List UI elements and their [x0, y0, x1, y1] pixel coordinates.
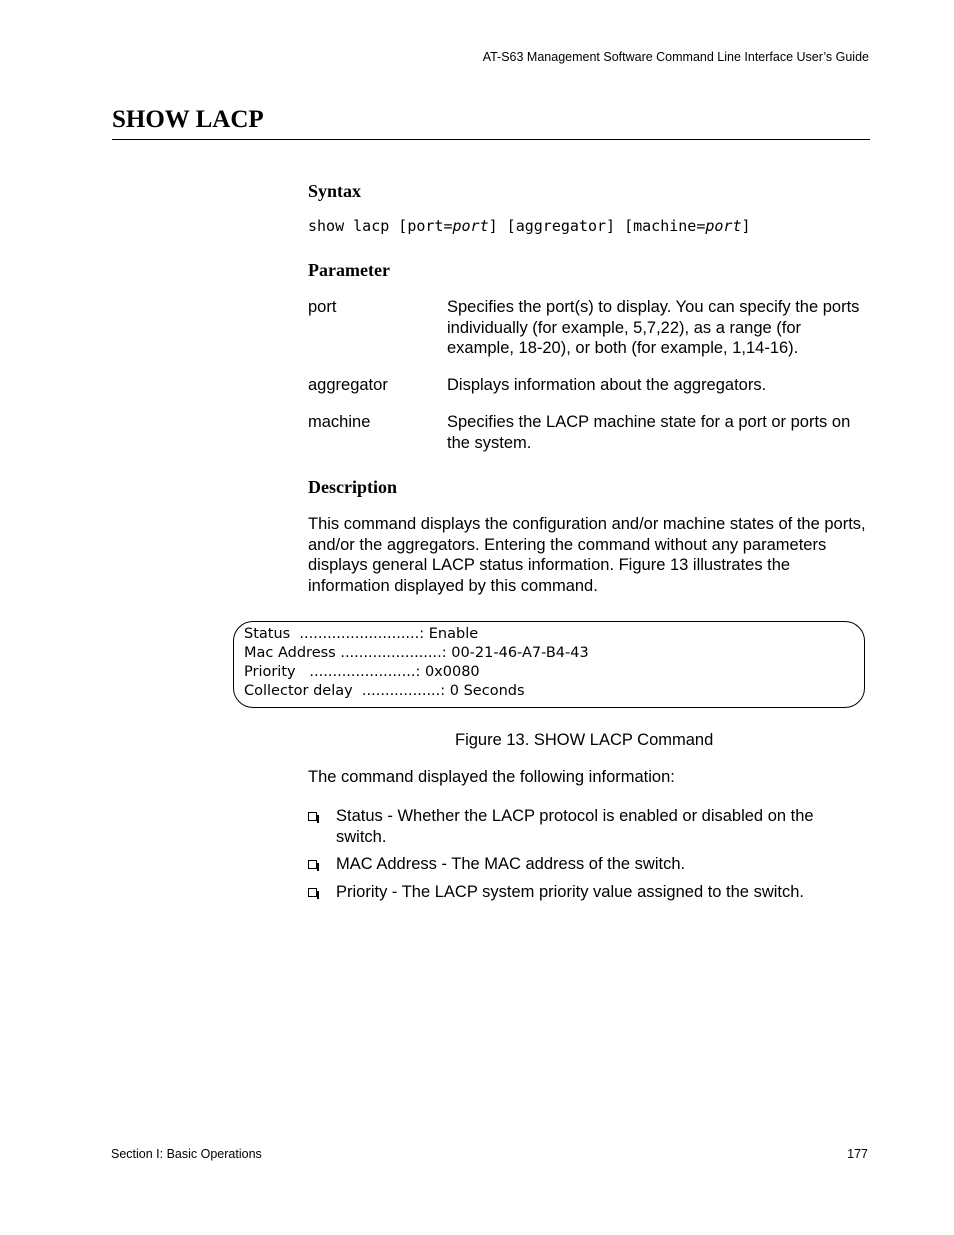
param-name-port: port	[308, 298, 337, 316]
checkbox-bullet-icon	[308, 888, 317, 897]
title-rule	[112, 139, 870, 140]
running-header: AT-S63 Management Software Command Line Interface User’s Guide	[482, 50, 869, 64]
syntax-command	[308, 217, 751, 235]
list-item-text: Priority - The LACP system priority value assigned to the switch.	[336, 883, 804, 901]
footer-section: Section I: Basic Operations	[111, 1147, 262, 1161]
param-name-aggregator: aggregator	[308, 376, 388, 394]
info-intro: The command displayed the following information:	[308, 768, 675, 786]
syntax-middle: ] [aggregator] [machine=	[488, 217, 706, 235]
figure-caption: Figure 13. SHOW LACP Command	[455, 731, 714, 749]
output-line-priority: Priority .......................: 0x0080	[244, 664, 480, 680]
checkbox-bullet-icon	[308, 812, 317, 821]
output-line-status: Status ..........................: Enable	[244, 626, 479, 642]
syntax-machine-arg: port	[705, 217, 742, 235]
param-name-machine: machine	[308, 413, 371, 431]
output-line-collector: Collector delay .................: 0 Seconds	[244, 683, 525, 699]
param-desc-aggregator: Displays information about the aggregators.	[447, 376, 767, 394]
syntax-suffix: ]	[741, 217, 751, 235]
page-number: 177	[847, 1147, 868, 1161]
syntax-heading: Syntax	[308, 181, 362, 201]
page-title: SHOW LACP	[112, 106, 264, 133]
param-desc-machine: Specifies the LACP machine state for a port or ports on the system.	[447, 413, 851, 452]
syntax-port-arg: port	[452, 217, 489, 235]
checkbox-bullet-icon	[308, 860, 317, 869]
output-line-mac: Mac Address ......................: 00-21-46-A7-B4-43	[244, 645, 589, 661]
description-text: This command displays the configuration and/or machine states of the ports, and/or the aggregators. Entering the command without any parameters displays general LACP status information. Figure 13 illustrates the information displayed by this command.	[308, 515, 866, 595]
list-item-text: Status - Whether the LACP protocol is enabled or disabled on the switch.	[336, 807, 814, 846]
description-heading: Description	[308, 477, 397, 497]
syntax-prefix: show lacp [port=	[308, 217, 453, 235]
list-item-text: MAC Address - The MAC address of the switch.	[336, 855, 686, 873]
param-desc-port: Specifies the port(s) to display. You can specify the ports individually (for example, 5,7,22), as a range (for example, 18-20), or both (for example, 1,14-16).	[447, 298, 860, 357]
parameter-heading: Parameter	[308, 260, 390, 280]
